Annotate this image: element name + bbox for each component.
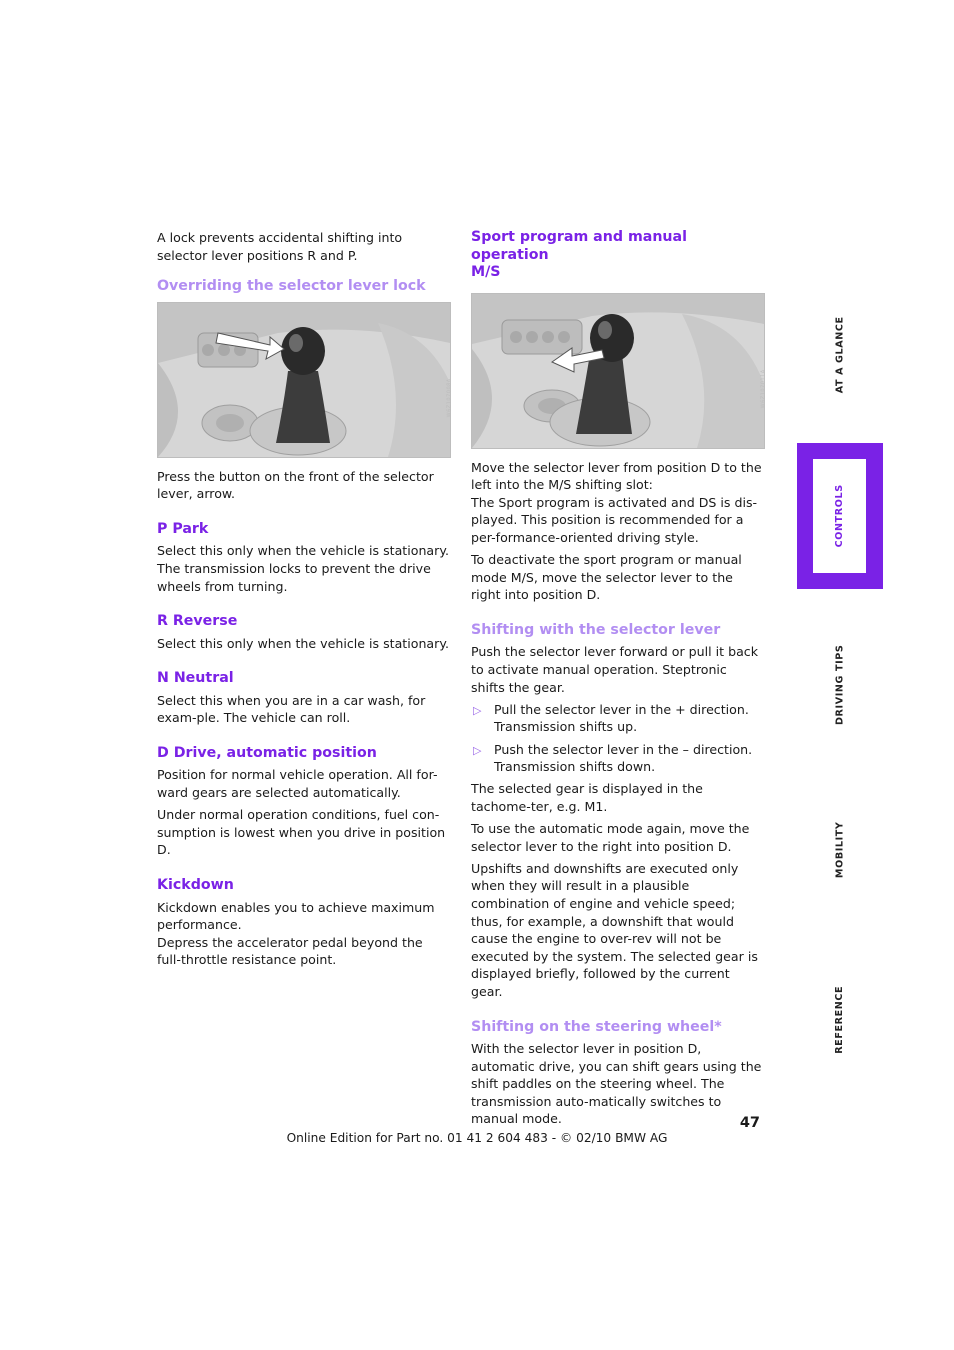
tab-label: DRIVING TIPS: [834, 644, 846, 726]
tab-driving-tips[interactable]: [797, 620, 883, 750]
figure1-caption: Press the button on the front of the selector lever, arrow.: [157, 468, 434, 502]
tab-label: MOBILITY: [834, 821, 846, 879]
sport-heading-line2: M/S: [471, 264, 501, 280]
shifting-bullet-list: [471, 701, 763, 776]
reverse-heading: R Reverse: [157, 613, 238, 630]
sport-heading: [471, 229, 763, 282]
section-tabs: [797, 300, 883, 1060]
sport-text-1b: The Sport program is activated and DS is dis-played. This position is recommended for a per-formance-oriented driving style.: [471, 494, 758, 545]
tab-at-a-glance[interactable]: [797, 300, 883, 410]
active-tab-box: [813, 459, 866, 573]
tab-label: REFERENCE: [834, 985, 846, 1055]
figure-code: W6Z107011A: [760, 369, 767, 409]
figure-code: W6Z107008A: [446, 378, 453, 418]
kickdown-text-2: Depress the accelerator pedal beyond the full-throttle resistance point.: [157, 934, 423, 968]
bullet-text: Pull the selector lever in the + direction. Transmission shifts up.: [494, 701, 749, 735]
intro-paragraph: A lock prevents accidental shifting into selector lever positions R and P.: [157, 230, 403, 263]
shifting-text: Push the selector lever forward or pull it back to activate manual operation. Steptronic shifts the gear.: [471, 644, 759, 695]
drive-text-2: Under normal operation conditions, fuel con-sumption is lowest when you drive in position D.: [157, 807, 446, 858]
tab-mobility[interactable]: [797, 790, 883, 910]
kickdown-text-1: Kickdown enables you to achieve maximum performance.: [157, 899, 435, 933]
sport-text-2: To deactivate the sport program or manual mode M/S, move the selector lever to the right into position D.: [471, 552, 742, 603]
auto-mode-text: To use the automatic mode again, move the selector lever to the right into position D.: [471, 821, 750, 854]
sport-text-1a: Move the selector lever from position D to the left into the M/S shifting slot:: [471, 459, 762, 493]
tab-label: AT A GLANCE: [834, 316, 846, 394]
drive-text-1: Position for normal vehicle operation. All for-ward gears are selected automatically.: [157, 767, 438, 801]
sport-heading-line1: Sport program and manual operation: [471, 229, 687, 263]
tab-reference[interactable]: [797, 950, 883, 1090]
park-text: Select this only when the vehicle is stationary. The transmission locks to prevent the drive wheels from turning.: [157, 543, 449, 594]
gear-lever-illustration-1: [158, 303, 450, 457]
list-item: [471, 701, 763, 736]
park-heading: P Park: [157, 520, 209, 537]
selector-lever-lock-figure: [157, 302, 451, 458]
kickdown-heading: Kickdown: [157, 877, 234, 893]
bullet-text: Push the selector lever in the – direction. Transmission shifts down.: [494, 741, 753, 775]
neutral-text: Select this when you are in a car wash, for exam-ple. The vehicle can roll.: [157, 692, 426, 726]
shifting-heading: Shifting with the selector lever: [471, 621, 721, 638]
left-column: [157, 229, 453, 973]
override-heading: Overriding the selector lever lock: [157, 278, 426, 295]
page-number: 47: [739, 1115, 760, 1131]
right-column: [471, 229, 767, 1133]
gear-lever-illustration-2: [472, 294, 764, 448]
steering-heading: Shifting on the steering wheel*: [471, 1018, 722, 1035]
tab-controls[interactable]: [797, 443, 883, 589]
tacho-text: The selected gear is displayed in the tachome-ter, e.g. M1.: [471, 781, 703, 814]
steering-text: With the selector lever in position D, automatic drive, you can shift gears using the shift paddles on the steering wheel. The transmission auto-matically switches to manual mode.: [471, 1041, 762, 1127]
drive-heading: D Drive, automatic position: [157, 744, 377, 761]
manual-mode-figure: [471, 293, 765, 449]
neutral-heading: N Neutral: [157, 670, 234, 687]
triangle-bullet-icon: ▷: [473, 703, 482, 717]
footer-text: Online Edition for Part no. 01 41 2 604 483 - © 02/10 BMW AG: [286, 1131, 668, 1145]
tab-label: CONTROLS: [833, 484, 845, 548]
reverse-text: Select this only when the vehicle is stationary.: [157, 635, 449, 651]
triangle-bullet-icon: ▷: [473, 743, 482, 757]
list-item: [471, 741, 763, 776]
upshift-text: Upshifts and downshifts are executed only when they will result in a plausible combination of engine and vehicle speed; thus, for example, a downshift that would cause the engine to over-rev will not be executed by the system. The selected gear is displayed briefly, followed by the current gear.: [471, 860, 758, 999]
